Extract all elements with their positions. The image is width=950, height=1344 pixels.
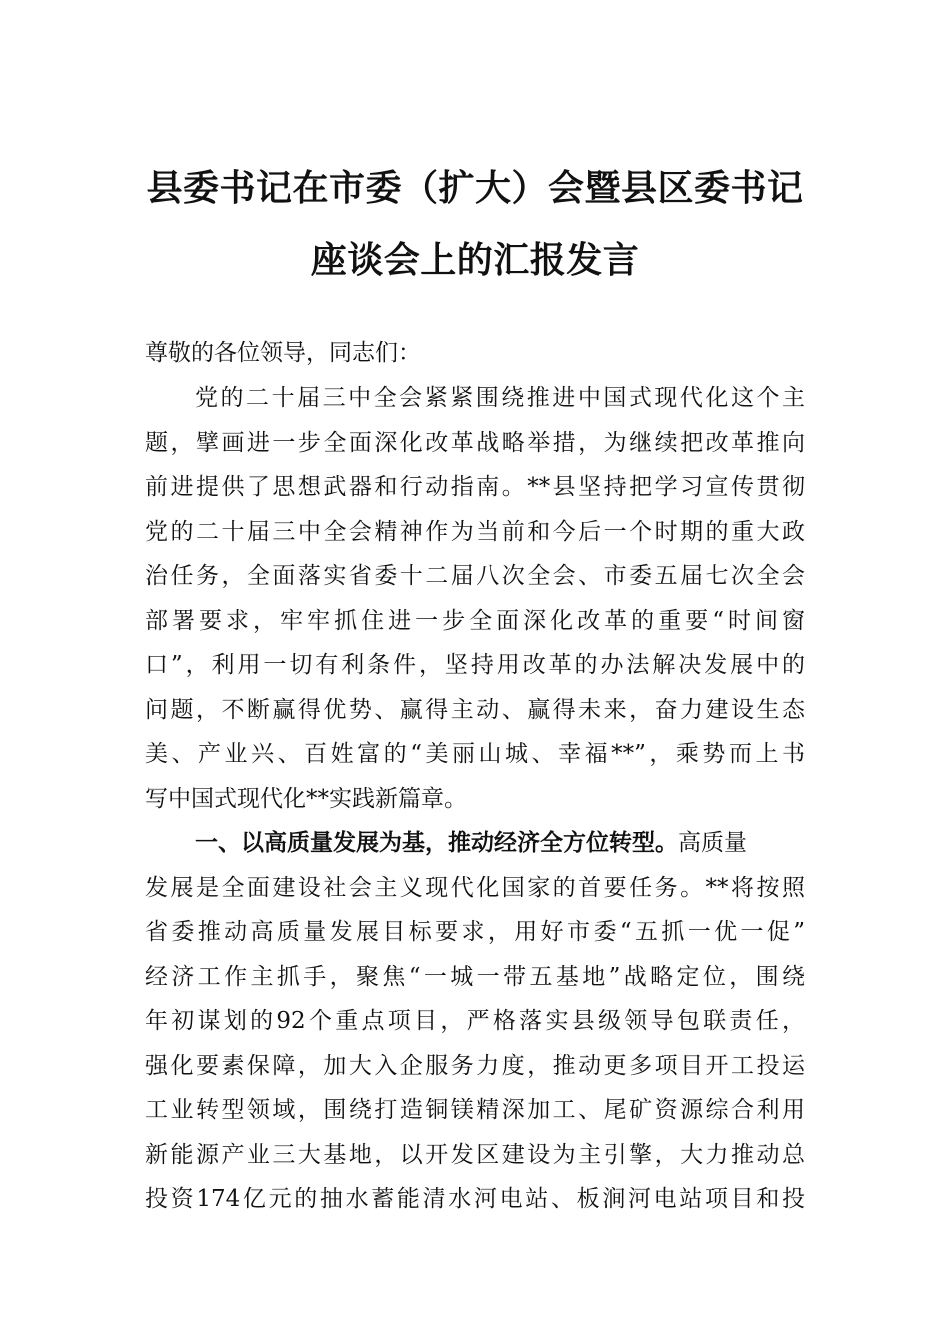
paragraph-line: 工业转型领域，围绕打造铜镁精深加工、尾矿资源综合利用 xyxy=(145,1097,805,1123)
paragraph-line: 部署要求，牢牢抓住进一步全面深化改革的重要“时间窗 xyxy=(145,608,805,634)
paragraph-line: 省委推动高质量发展目标要求，用好市委“五抓一优一促” xyxy=(145,919,805,945)
section-heading: 一、以高质量发展为基，推动经济全方位转型。 xyxy=(195,829,678,856)
paragraph-line: 写中国式现代化**实践新篇章。 xyxy=(145,786,467,812)
paragraph-line: 新能源产业三大基地，以开发区建设为主引擎，大力推动总 xyxy=(145,1142,805,1168)
paragraph-line: 口”，利用一切有利条件，坚持用改革的办法解决发展中的 xyxy=(145,652,805,678)
paragraph-line: 党的二十届三中全会精神作为当前和今后一个时期的重大政 xyxy=(145,519,805,545)
paragraph-line: 投资174亿元的抽水蓄能清水河电站、板涧河电站项目和投 xyxy=(145,1186,805,1212)
paragraph-line: 题，擘画进一步全面深化改革战略举措，为继续把改革推向 xyxy=(145,430,805,456)
paragraph-line: 前进提供了思想武器和行动指南。**县坚持把学习宣传贯彻 xyxy=(145,474,805,500)
section-first-line-text: 高质量 xyxy=(678,830,747,856)
paragraph-line: 治任务，全面落实省委十二届八次全会、市委五届七次全会 xyxy=(145,563,805,589)
paragraph-line: 年初谋划的92个重点项目，严格落实县级领导包联责任， xyxy=(145,1008,805,1034)
document-title-line1: 县委书记在市委（扩大）会暨县区委书记 xyxy=(146,167,804,209)
salutation: 尊敬的各位领导，同志们： xyxy=(145,340,421,366)
section-first-line xyxy=(195,828,805,858)
paragraph-line: 经济工作主抓手，聚焦“一城一带五基地”战略定位，围绕 xyxy=(145,964,805,990)
paragraph-line: 问题，不断赢得优势、赢得主动、赢得未来，奋力建设生态 xyxy=(145,697,805,723)
paragraph-line: 发展是全面建设社会主义现代化国家的首要任务。**将按照 xyxy=(145,875,805,901)
paragraph-line: 党的二十届三中全会紧紧围绕推进中国式现代化这个主 xyxy=(195,385,805,411)
paragraph-line: 美、产业兴、百姓富的“美丽山城、幸福**”，乘势而上书 xyxy=(145,741,805,767)
paragraph-line: 强化要素保障，加大入企服务力度，推动更多项目开工投运 xyxy=(145,1053,805,1079)
document-title-line2: 座谈会上的汇报发言 xyxy=(310,239,640,281)
